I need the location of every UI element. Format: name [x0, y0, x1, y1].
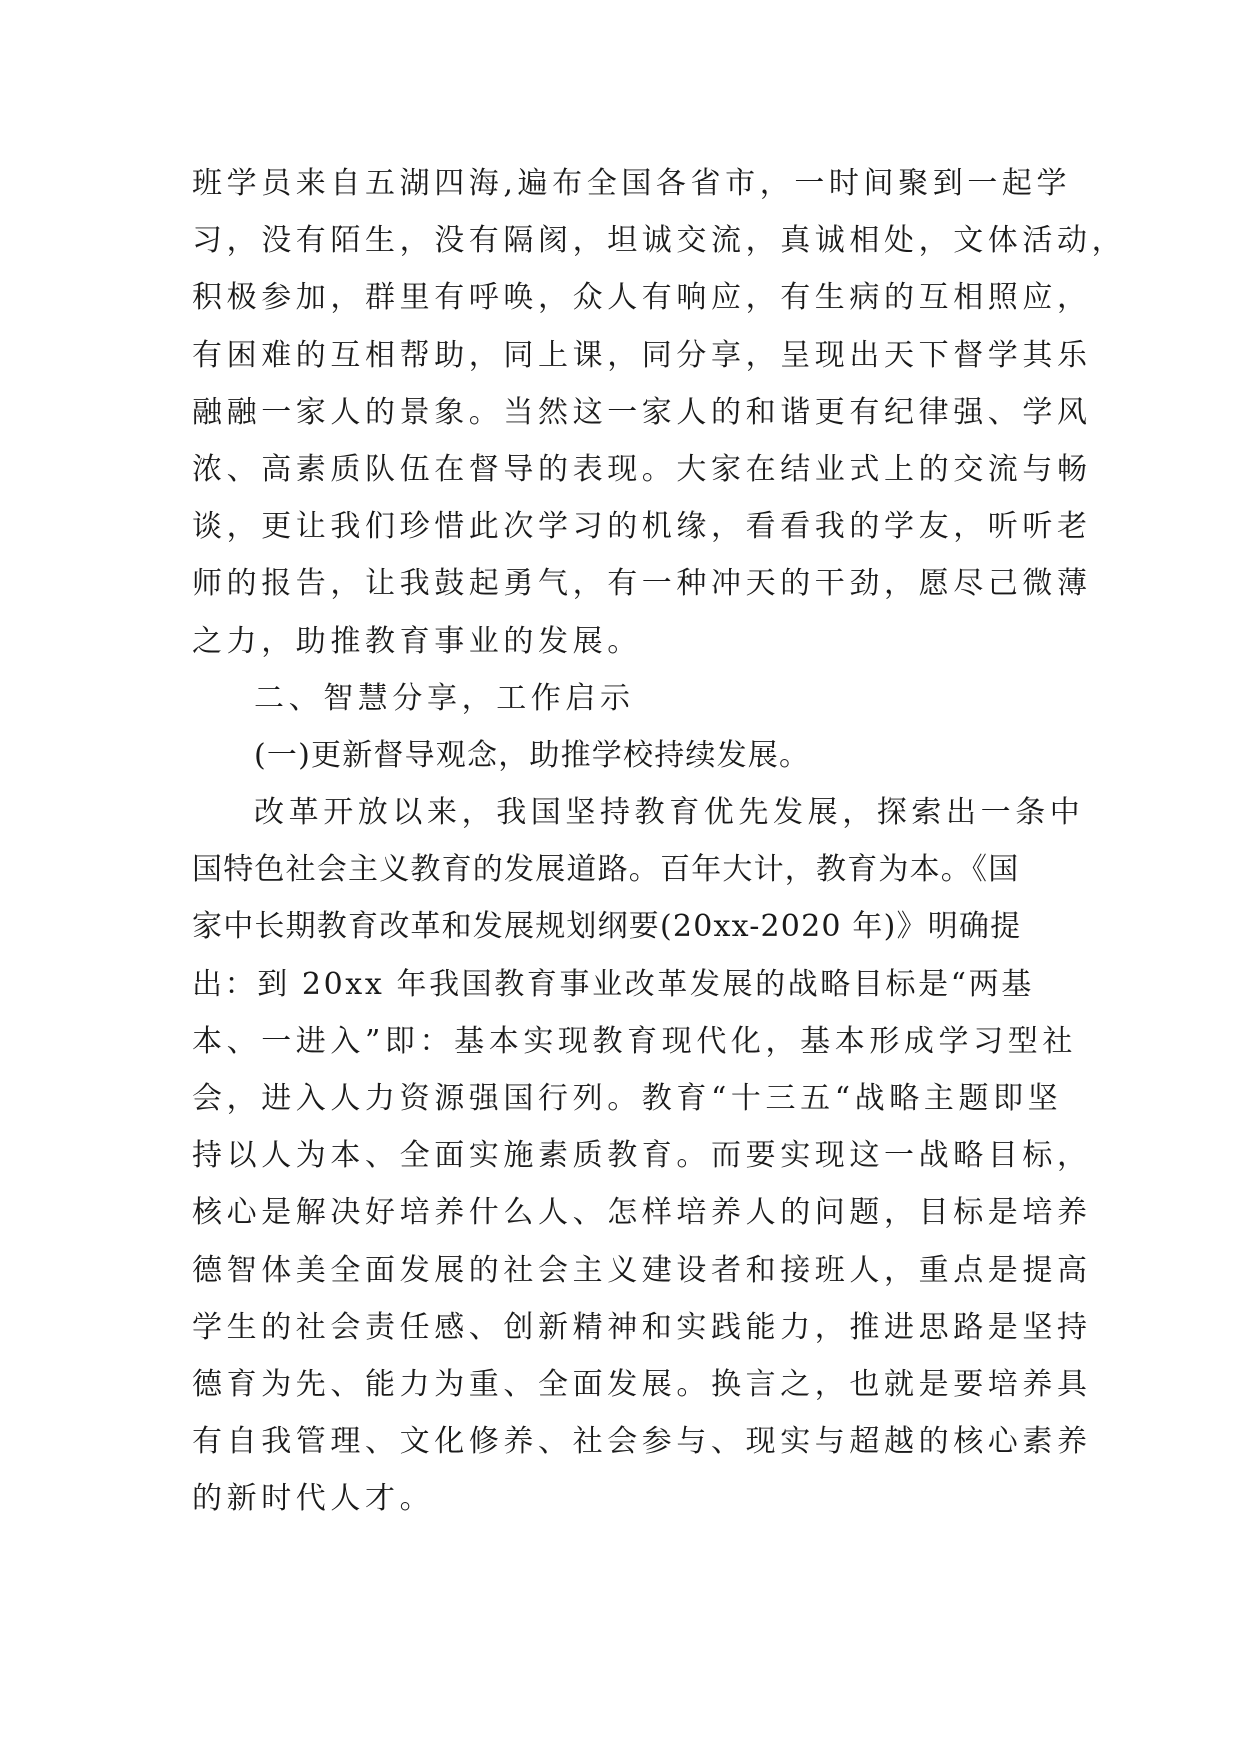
paragraph-line: 持以人为本、全面实施素质教育。而要实现这一战略目标， — [192, 1138, 1092, 1174]
paragraph-line: 班学员来自五湖四海,遍布全国各省市，一时间聚到一起学 — [192, 166, 1072, 201]
paragraph-line: 之力，助推教育事业的发展。 — [192, 623, 642, 659]
paragraph-line: 有自我管理、文化修养、社会参与、现实与超越的核心素养 — [192, 1424, 1092, 1460]
paragraph-line: 学生的社会责任感、创新精神和实践能力，推进思路是坚持 — [192, 1309, 1092, 1345]
paragraph-line: 习，没有陌生，没有隔阂，坦诚交流，真诚相处，文体活动， — [192, 223, 1127, 259]
paragraph-line: 积极参加，群里有呼唤，众人有响应，有生病的互相照应， — [192, 280, 1092, 316]
document-body — [192, 155, 1127, 1528]
paragraph-line: 谈，更让我们珍惜此次学习的机缘，看看我的学友，听听老 — [192, 509, 1092, 545]
paragraph-line: 核心是解决好培养什么人、怎样培养人的问题，目标是培养 — [192, 1195, 1092, 1231]
paragraph-line: 浓、高素质队伍在督导的表现。大家在结业式上的交流与畅 — [192, 451, 1092, 487]
paragraph-line: 德育为先、能力为重、全面发展。换言之，也就是要培养具 — [192, 1366, 1092, 1402]
paragraph-line: 国特色社会主义教育的发展道路。百年大计，教育为本。《国 — [192, 852, 1020, 888]
paragraph-line: 有困难的互相帮助，同上课，同分享，呈现出天下督学其乐 — [192, 337, 1092, 373]
section-heading: 二、智慧分享，工作启示 — [254, 680, 635, 716]
paragraph-line: 出：到 20xx 年我国教育事业改革发展的战略目标是“两基 — [192, 966, 1034, 1002]
paragraph-line: 师的报告，让我鼓起勇气，有一种冲天的干劲，愿尽己微薄 — [192, 566, 1092, 602]
paragraph-line: 本、一进入”即：基本实现教育现代化，基本形成学习型社 — [192, 1023, 1077, 1059]
paragraph-line: 改革开放以来，我国坚持教育优先发展，探索出一条中 — [254, 795, 1085, 831]
paragraph-line: 会，进入人力资源强国行列。教育“十三五“战略主题即坚 — [192, 1081, 1063, 1116]
paragraph-line: 融融一家人的景象。当然这一家人的和谐更有纪律强、学风 — [192, 394, 1092, 430]
subsection-heading: (一)更新督导观念，助推学校持续发展。 — [254, 737, 811, 773]
paragraph-line: 德智体美全面发展的社会主义建设者和接班人，重点是提高 — [192, 1252, 1092, 1288]
paragraph-line: 的新时代人才。 — [192, 1481, 435, 1517]
paragraph-line: 家中长期教育改革和发展规划纲要(20xx-2020 年)》明确提 — [192, 909, 1022, 945]
